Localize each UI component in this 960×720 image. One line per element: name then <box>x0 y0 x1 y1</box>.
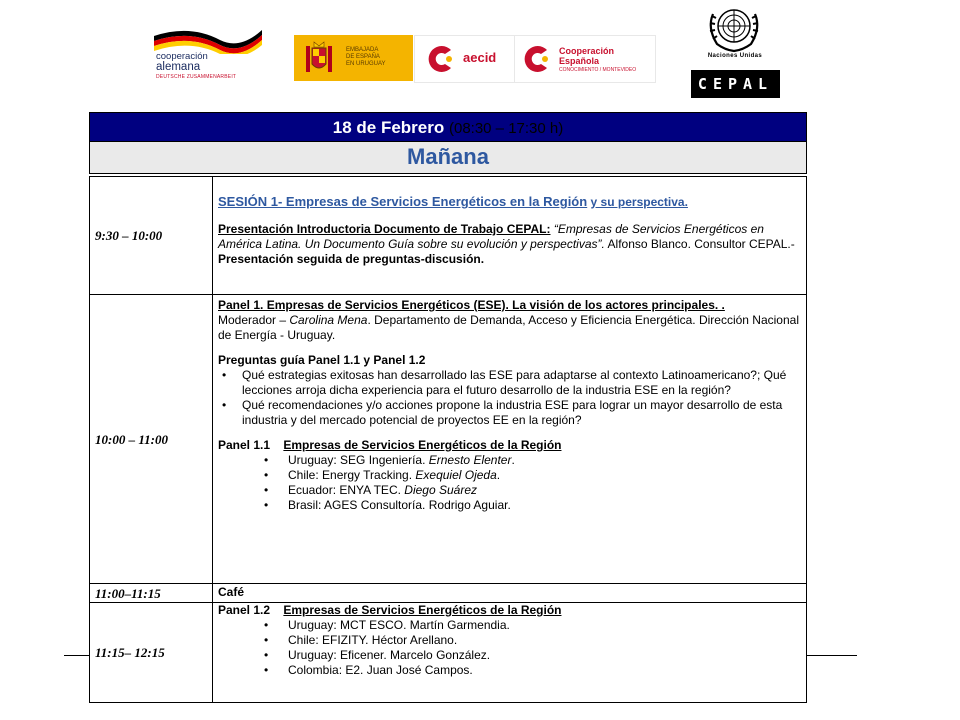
period-title: Mañana <box>89 142 807 174</box>
cooperacion-alemana-line3: DEUTSCHE ZUSAMMENARBEIT <box>156 74 237 80</box>
embajada-line1: EMBAJADA <box>346 47 379 53</box>
content-cell <box>213 177 807 295</box>
session-title: SESIÓN 1- Empresas de Servicios Energéticos en la Región y su perspectiva. <box>218 194 688 209</box>
speakers-list <box>218 618 801 678</box>
table-row <box>90 584 807 603</box>
subpanel-heading: Panel 1.1 Empresas de Servicios Energéticos de la Región <box>218 438 562 452</box>
cooperacion-espanola-logo <box>514 35 656 83</box>
list-item: • Uruguay: Eficener. Marcelo González. <box>288 648 801 663</box>
panel-title: Panel 1. Empresas de Servicios Energéticos (ESE). La visión de los actores principales. . <box>218 298 725 312</box>
aecid-c-icon <box>425 44 457 74</box>
cooperacion-espanola-c-icon <box>521 44 553 74</box>
speakers-list <box>218 453 801 513</box>
time-cell: 11:00–11:15 <box>90 584 213 603</box>
list-item: • Qué estrategias exitosas han desarrollado las ESE para adaptarse al contexto Latinoamericano?; Qué lecciones arroja dicha experiencia para el futuro desarrollo de la industria ESE en la región? <box>242 368 801 398</box>
moderator-text: Moderador – Carolina Mena. Departamento de Demanda, Acceso y Eficiencia Energética. Dirección Nacional de Energía - Uruguay. <box>218 313 799 342</box>
time-cell: 11:15– 12:15 <box>90 603 213 703</box>
presentation-text: Presentación Introductoria Documento de Trabajo CEPAL: “Empresas de Servicios Energéticos en América Latina. Un Documento Guía sobre su evolución y perspectivas”. Alfonso Blanco. Consultor CEPAL.- Presentación seguida de preguntas-discusión. <box>218 222 795 266</box>
aecid-logo <box>414 35 516 83</box>
date-bar <box>89 112 807 142</box>
table-row <box>90 177 807 295</box>
cooperacion-espanola-line1: Cooperación <box>559 46 615 56</box>
cooperacion-alemana-line1: cooperación <box>156 51 208 62</box>
footer-line-left <box>64 655 90 656</box>
list-item: • Chile: Energy Tracking. Exequiel Ojeda. <box>288 468 801 483</box>
agenda-header <box>89 112 807 174</box>
aecid-text: aecid <box>463 50 497 65</box>
hours-text: (08:30 – 17:30 h) <box>448 120 564 137</box>
content-cell: Café <box>213 584 807 603</box>
cepal-logo: CEPAL <box>691 70 780 98</box>
cooperacion-alemana-line2: alemana <box>156 61 201 73</box>
spain-coat-of-arms-icon <box>302 40 336 76</box>
naciones-unidas-text: Naciones Unidas <box>707 53 763 59</box>
cooperacion-espanola-line3: CONOCIMIENTO / MONTEVIDEO <box>559 67 637 73</box>
cooperacion-alemana-logo <box>150 26 265 86</box>
list-item: • Ecuador: ENYA TEC. Diego Suárez <box>288 483 801 498</box>
time-cell: 9:30 – 10:00 <box>90 177 213 295</box>
questions-title: Preguntas guía Panel 1.1 y Panel 1.2 <box>218 353 426 367</box>
list-item: • Brasil: AGES Consultoría. Rodrigo Aguiar. <box>288 498 801 513</box>
table-row <box>90 295 807 584</box>
table-row <box>90 603 807 703</box>
german-flag-wave-icon <box>150 26 265 54</box>
time-cell: 10:00 – 11:00 <box>90 295 213 584</box>
date-text: 18 de Febrero <box>332 118 445 137</box>
questions-list <box>218 368 801 428</box>
list-item: • Qué recomendaciones y/o acciones propone la industria ESE para lograr un mayor desarrollo de esta industria y del mercado potencial de proyectos EE en la región? <box>242 398 801 428</box>
subpanel-heading: Panel 1.2 Empresas de Servicios Energéticos de la Región <box>218 603 562 617</box>
logo-bar <box>0 0 960 108</box>
content-cell <box>213 603 807 703</box>
united-nations-emblem-icon <box>703 4 765 54</box>
content-cell <box>213 295 807 584</box>
agenda-table <box>89 176 807 703</box>
cooperacion-espanola-line2: Española <box>559 56 600 66</box>
embajada-line2: DE ESPAÑA <box>346 54 380 60</box>
list-item: • Chile: EFIZITY. Héctor Arellano. <box>288 633 801 648</box>
list-item: • Uruguay: MCT ESCO. Martín Garmendia. <box>288 618 801 633</box>
footer-line-right <box>807 655 857 656</box>
embajada-line3: EN URUGUAY <box>346 61 386 67</box>
list-item: • Uruguay: SEG Ingeniería. Ernesto Elenter. <box>288 453 801 468</box>
list-item: • Colombia: E2. Juan José Campos. <box>288 663 801 678</box>
embajada-logo <box>294 35 413 81</box>
